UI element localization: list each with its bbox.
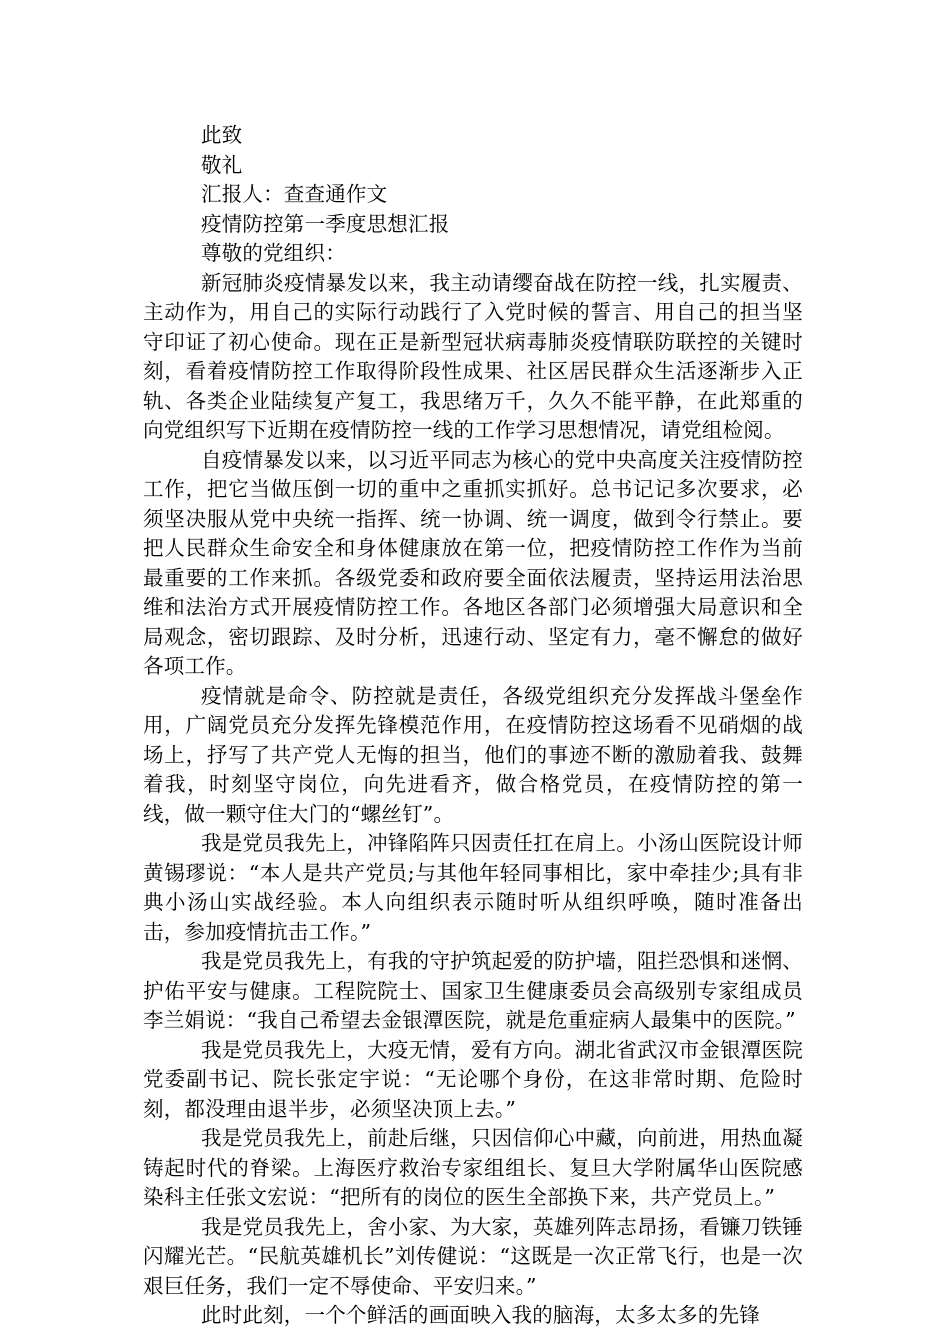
- paragraph-zhang-dingyu: 我是党员我先上，大疫无情，爱有方向。湖北省武汉市金银潭医院党委副书记、院长张定宇说：“无论哪个身份，在这非常时期、危险时刻，都没理由退半步，必须坚决顶上去。”: [143, 1037, 803, 1121]
- salutation-end-line: 敬礼: [201, 152, 243, 177]
- paragraph-huang-xiliu: 我是党员我先上，冲锋陷阵只因责任扛在肩上。小汤山医院设计师黄锡璆说：“本人是共产党员;与其他年轻同事相比，家中牵挂少;具有非典小汤山实战经验。本人向组织表示随时听从组织呼唤，随时准备出击，参加疫情抗击工作。”: [143, 831, 803, 944]
- document-title: 疫情防控第一季度思想汇报: [201, 211, 450, 236]
- paragraph-intro: 新冠肺炎疫情暴发以来，我主动请缨奋战在防控一线，扎实履责、主动作为，用自己的实际行动践行了入党时候的誓言、用自己的担当坚守印证了初心使命。现在正是新型冠状病毒肺炎疫情联防联控的关键时刻，看着疫情防控工作取得阶段性成果、社区居民群众生活逐渐步入正轨、各类企业陆续复产复工，我思绪万千，久久不能平静，在此郑重的向党组织写下近期在疫情防控一线的工作学习思想情况，请党组检阅。: [143, 270, 803, 442]
- closing-line: 此致: [201, 123, 243, 147]
- paragraph-li-lanjuan: 我是党员我先上，有我的守护筑起爱的防护墙，阻拦恐惧和迷惘、护佑平安与健康。工程院院士、国家卫生健康委员会高级别专家组成员李兰娟说：“我自己希望去金银潭医院，就是危重症病人最集中的医院。”: [143, 949, 803, 1032]
- reporter-line: 汇报人：查查通作文: [201, 182, 388, 206]
- greeting-line: 尊敬的党组织：: [201, 241, 346, 265]
- paragraph-central-committee: 自疫情暴发以来，以习近平同志为核心的党中央高度关注疫情防控工作，把它当做压倒一切的重中之重抓实抓好。总书记记多次要求，必须坚决服从党中央统一指挥、统一协调、统一调度，做到令行禁止。要把人民群众生命安全和身体健康放在第一位，把疫情防控工作作为当前最重要的工作来抓。各级党委和政府要全面依法履责，坚持运用法治思维和法治方式开展疫情防控工作。各地区各部门必须增强大局意识和全局观念，密切跟踪、及时分析，迅速行动、坚定有力，毫不懈怠的做好各项工作。: [143, 447, 803, 678]
- paragraph-closing-thoughts: 此时此刻，一个个鲜活的画面映入我的脑海，太多太多的先锋: [201, 1303, 760, 1327]
- paragraph-zhang-wenhong: 我是党员我先上，前赴后继，只因信仰心中藏，向前进，用热血凝铸起时代的脊梁。上海医疗救治专家组组长、复旦大学附属华山医院感染科主任张文宏说：“把所有的岗位的医生全部换下来，共产党员上。”: [143, 1126, 803, 1209]
- document-page: [143, 121, 803, 1331]
- paragraph-command: 疫情就是命令、防控就是责任，各级党组织充分发挥战斗堡垒作用，广阔党员充分发挥先锋模范作用，在疫情防控这场看不见硝烟的战场上，抒写了共产党人无悔的担当，他们的事迹不断的激励着我、鼓舞着我，时刻坚守岗位，向先进看齐，做合格党员，在疫情防控的第一线，做一颗守住大门的“螺丝钉”。: [143, 683, 803, 826]
- paragraph-liu-chuanjian: 我是党员我先上，舍小家、为大家，英雄列阵志昂扬，看镰刀铁锤闪耀光芒。“民航英雄机长”刘传健说：“这既是一次正常飞行，也是一次艰巨任务，我们一定不辱使命、平安归来。”: [143, 1214, 803, 1298]
